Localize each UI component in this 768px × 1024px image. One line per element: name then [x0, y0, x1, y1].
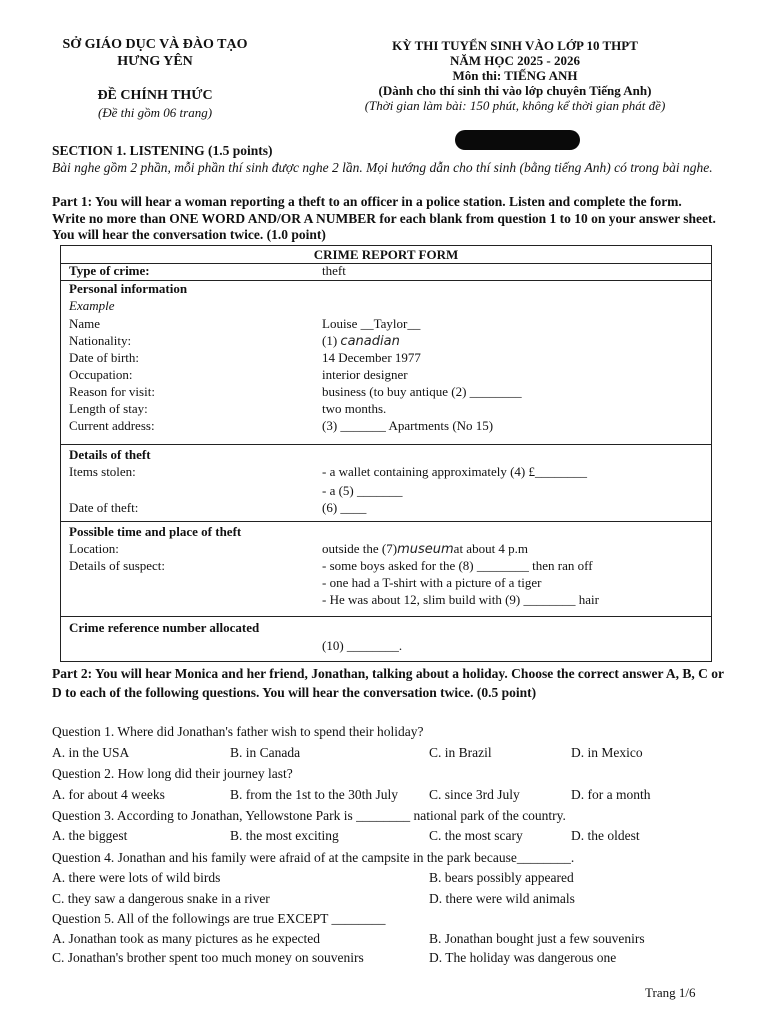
ref-heading: Crime reference number allocated [69, 620, 260, 635]
location-label: Location: [69, 541, 119, 556]
handwritten-answer-7: museum [397, 542, 454, 557]
q1-option-c: C. in Brazil [429, 745, 492, 760]
name-label: Name [69, 316, 101, 331]
dob-label: Date of birth: [69, 350, 140, 365]
question-3: Question 3. According to Jonathan, Yellowstone Park is ________ national park of the country. [52, 808, 566, 823]
question-2-options [52, 785, 732, 804]
type-value: theft [322, 263, 346, 278]
section-intro: Bài nghe gồm 2 phần, mỗi phần thí sinh được nghe 2 lần. Mọi hướng dẫn cho thí sinh (bằng tiếng Anh) có trong bài nghe. [52, 160, 713, 175]
page-count-note: (Đề thi gồm 06 trang) [97, 105, 213, 120]
department-name: SỞ GIÁO DỤC VÀ ĐÀO TẠO [62, 37, 248, 52]
official-label: ĐỀ CHÍNH THỨC [97, 88, 213, 103]
reference-section [61, 617, 711, 661]
reason-label: Reason for visit: [69, 384, 155, 399]
items-value-1: - a wallet containing approximately (4) £________ [322, 464, 587, 479]
q5-option-c: C. Jonathan's brother spent too much money on souvenirs [52, 950, 364, 965]
question-4-options-row2 [52, 889, 732, 908]
date-value: (6) ____ [322, 500, 367, 515]
personal-heading: Personal information [69, 281, 188, 296]
q4-option-c: C. they saw a dangerous snake in a river [52, 891, 270, 906]
q4-option-b: B. bears possibly appeared [429, 870, 574, 885]
suspect-value-3: - He was about 12, slim build with (9) ________ hair [322, 592, 599, 607]
example-label: Example [69, 298, 115, 313]
q4-option-a: A. there were lots of wild birds [52, 870, 221, 885]
ref-value: (10) ________. [322, 638, 403, 653]
handwritten-answer-1: canadian [340, 334, 400, 349]
stay-label: Length of stay: [69, 401, 148, 416]
page-number: Trang 1/6 [645, 985, 696, 1000]
items-label: Items stolen: [69, 464, 136, 479]
reason-value: business (to buy antique (2) ________ [322, 384, 522, 399]
items-value-2: - a (5) _______ [322, 483, 403, 498]
place-section [61, 522, 711, 617]
header-right [305, 38, 725, 113]
place-heading: Possible time and place of theft [69, 524, 242, 539]
q3-option-c: C. the most scary [429, 828, 523, 843]
personal-info-section [61, 281, 711, 445]
question-1-options [52, 743, 732, 762]
address-value: (3) _______ Apartments (No 15) [322, 418, 494, 433]
section-heading: SECTION 1. LISTENING (1.5 points) [52, 143, 273, 158]
type-of-crime-row [61, 263, 711, 281]
theft-details-section [61, 445, 711, 522]
crime-report-form [60, 245, 712, 662]
question-3-options [52, 826, 732, 845]
q2-option-d: D. for a month [571, 787, 651, 802]
exam-title: KỲ THI TUYỂN SINH VÀO LỚP 10 THPT [392, 38, 638, 53]
q5-option-d: D. The holiday was dangerous one [429, 950, 617, 965]
question-5-options-row1 [52, 929, 732, 948]
theft-heading: Details of theft [69, 447, 151, 462]
nationality-value: (1) canadian [322, 333, 400, 349]
suspect-label: Details of suspect: [69, 558, 166, 573]
address-label: Current address: [69, 418, 155, 433]
occupation-value: interior designer [322, 367, 408, 382]
target-students: (Dành cho thí sinh thi vào lớp chuyên Tiếng Anh) [378, 83, 652, 98]
school-year: NĂM HỌC 2025 - 2026 [450, 53, 580, 68]
header-left [40, 36, 270, 121]
q4-option-d: D. there were wild animals [429, 891, 575, 906]
suspect-value-1: - some boys asked for the (8) ________ then ran off [322, 558, 593, 573]
type-label: Type of crime: [69, 263, 150, 278]
question-5: Question 5. All of the followings are true EXCEPT ________ [52, 911, 386, 926]
question-2: Question 2. How long did their journey last? [52, 766, 293, 781]
q3-option-b: B. the most exciting [230, 828, 339, 843]
province-name: HƯNG YÊN [117, 54, 193, 69]
q2-option-c: C. since 3rd July [429, 787, 520, 802]
dob-value: 14 December 1977 [322, 350, 421, 365]
q2-option-b: B. from the 1st to the 30th July [230, 787, 398, 802]
q5-option-a: A. Jonathan took as many pictures as he expected [52, 931, 321, 946]
q5-option-b: B. Jonathan bought just a few souvenirs [429, 931, 645, 946]
occupation-label: Occupation: [69, 367, 133, 382]
question-4-options-row1 [52, 868, 732, 887]
q3-option-a: A. the biggest [52, 828, 128, 843]
question-4: Question 4. Jonathan and his family were afraid of at the campsite in the park because________. [52, 850, 575, 865]
part1-instructions: Part 1: You will hear a woman reporting a theft to an officer in a police station. Listen and complete the form. Write no more than ONE WORD AND/OR A NUMBER for each blank from question 1 to 10 on your answer sheet. You will hear the conversation twice. (1.0 point) [52, 194, 716, 242]
part2-instructions: Part 2: You will hear Monica and her friend, Jonathan, talking about a holiday. Choose the correct answer A, B, C or D to each of the following questions. You will hear the conversation twice. (0.5 point) [52, 666, 724, 700]
question-5-options-row2 [52, 948, 732, 967]
q3-option-d: D. the oldest [571, 828, 640, 843]
question-1: Question 1. Where did Jonathan's father wish to spend their holiday? [52, 724, 424, 739]
name-value: Louise __Taylor__ [322, 316, 421, 331]
subject: Môn thi: TIẾNG ANH [452, 68, 578, 83]
q1-option-a: A. in the USA [52, 745, 130, 760]
q1-option-b: B. in Canada [230, 745, 301, 760]
form-title: CRIME REPORT FORM [61, 246, 711, 264]
location-value: outside the (7)museumat about 4 p.m [322, 541, 529, 557]
stay-value: two months. [322, 401, 387, 416]
time-note: (Thời gian làm bài: 150 phút, không kể thời gian phát đề) [364, 98, 666, 113]
q2-option-a: A. for about 4 weeks [52, 787, 165, 802]
date-label: Date of theft: [69, 500, 139, 515]
suspect-value-2: - one had a T-shirt with a picture of a tiger [322, 575, 542, 590]
q1-option-d: D. in Mexico [571, 745, 643, 760]
nationality-label: Nationality: [69, 333, 132, 348]
